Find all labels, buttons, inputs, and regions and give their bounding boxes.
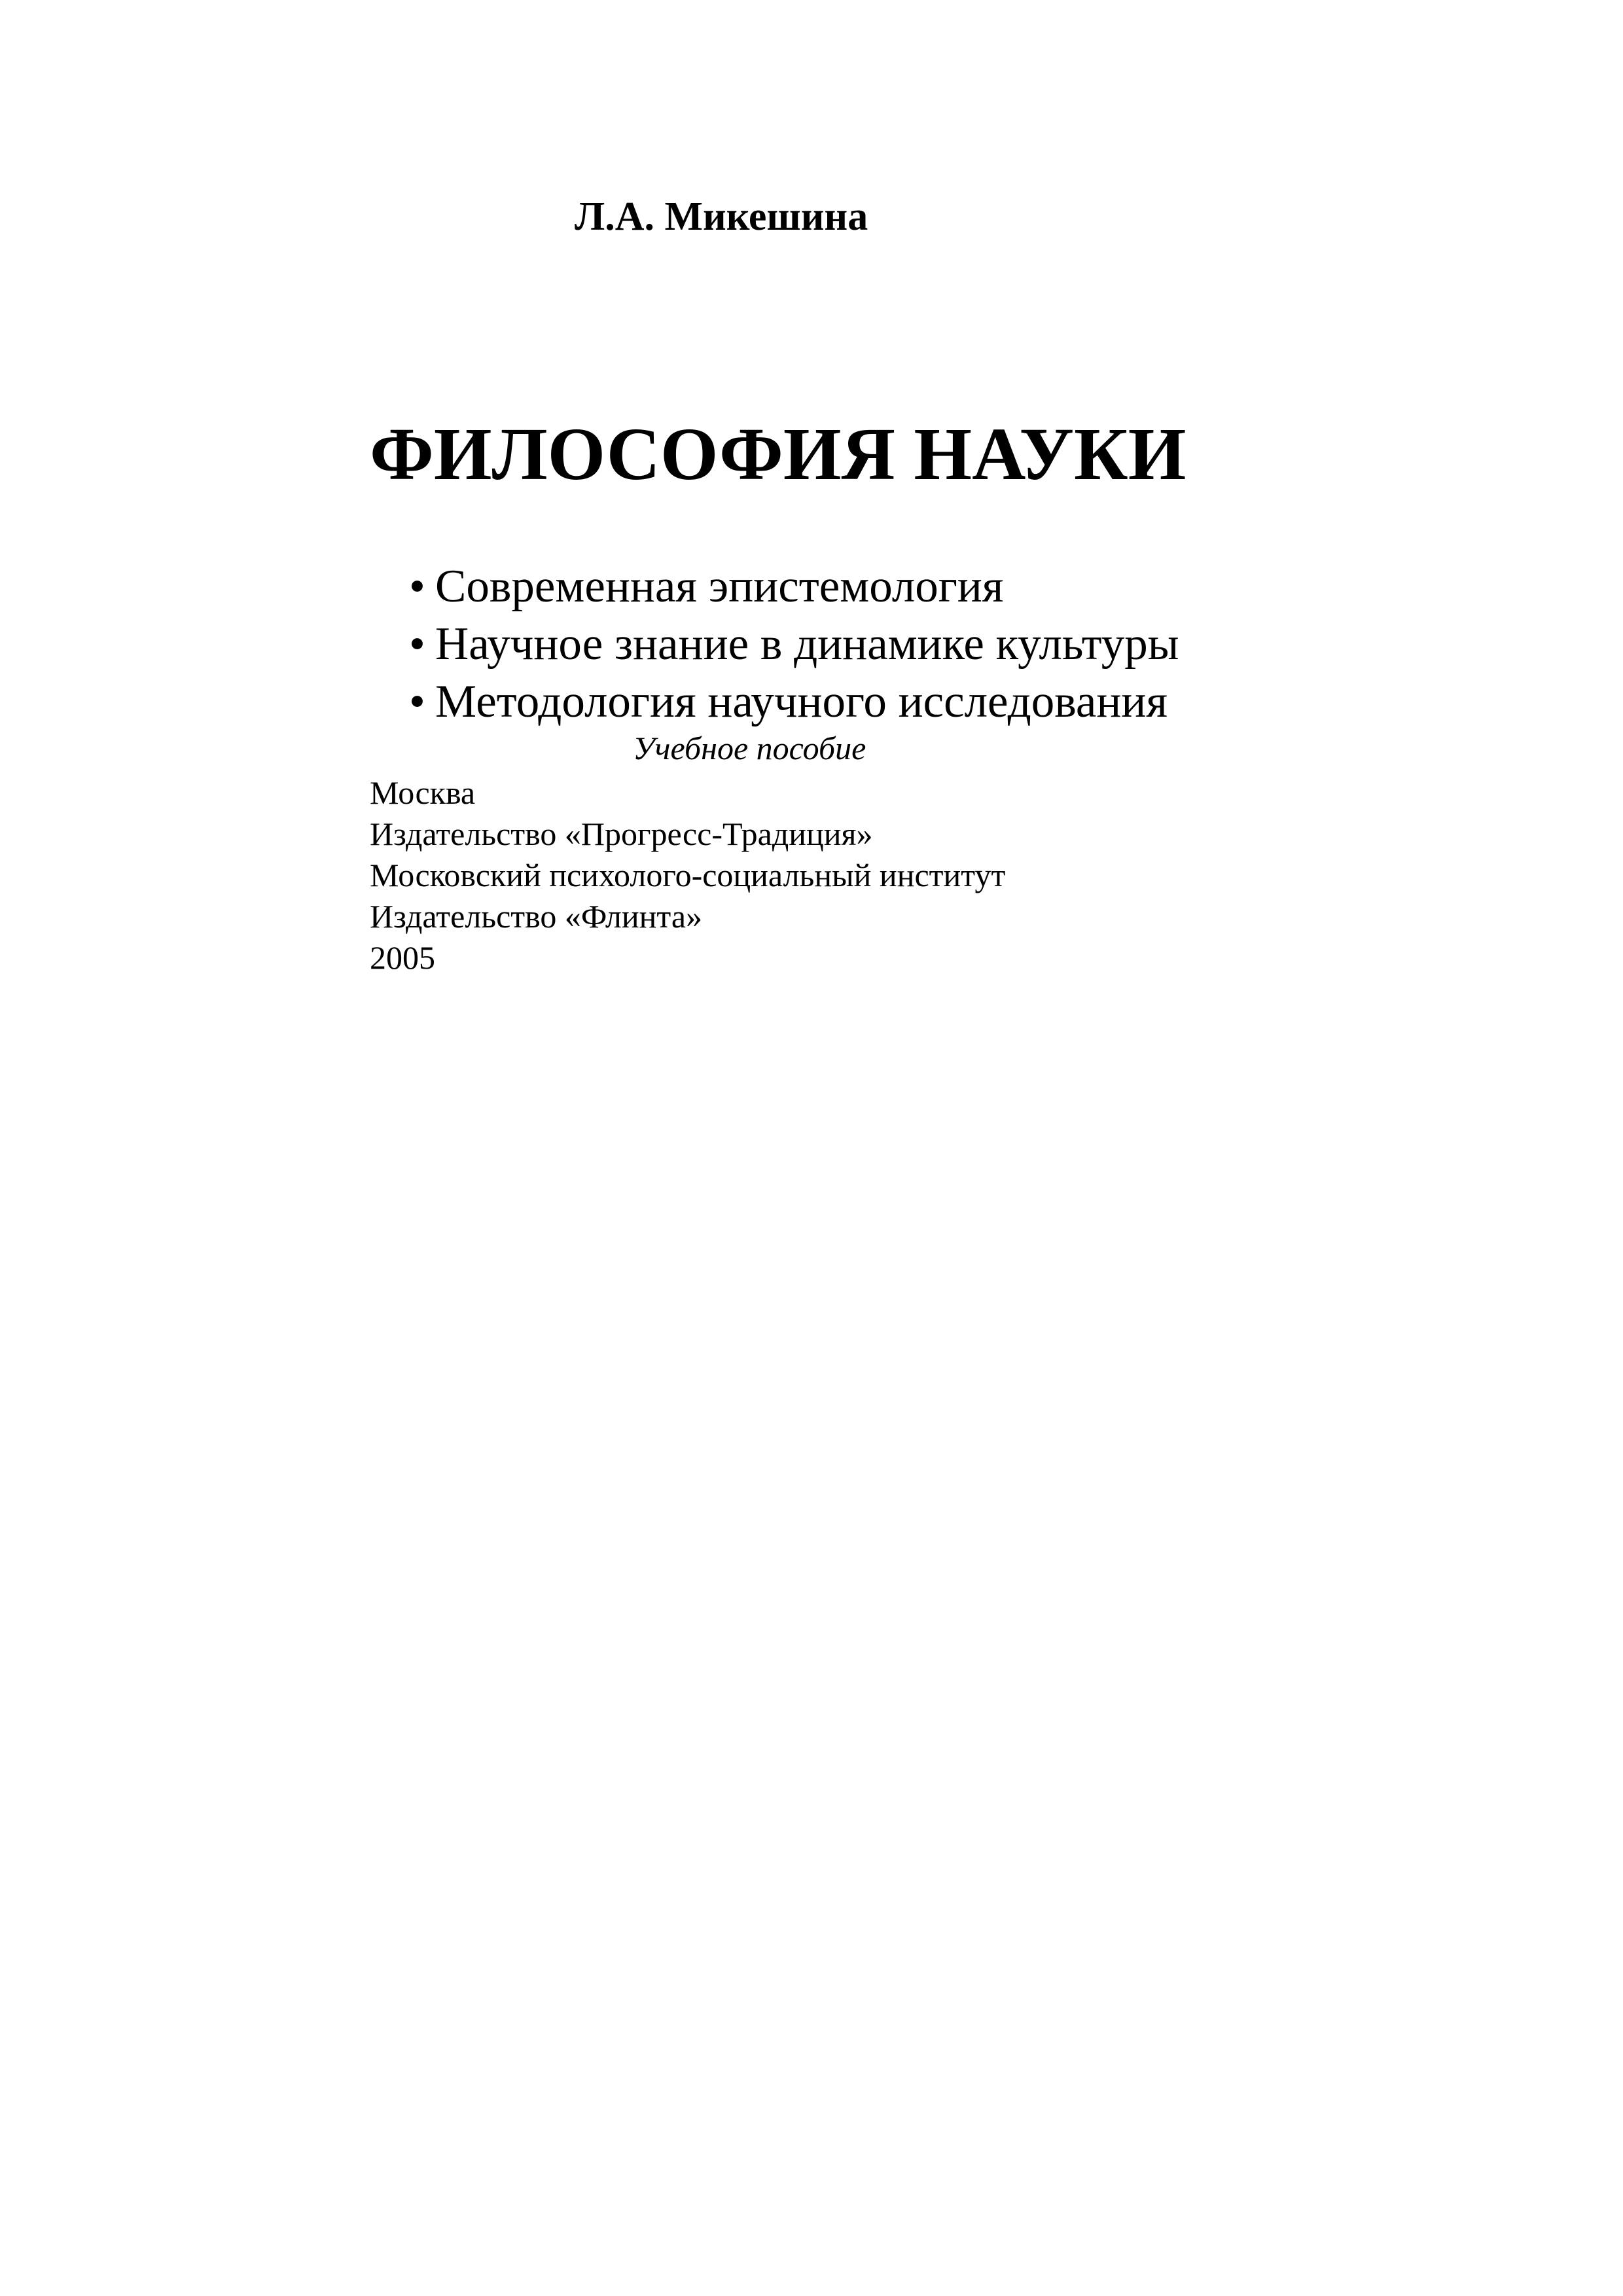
imprint-institute: Московский психолого-социальный институт bbox=[370, 857, 1006, 893]
topic-label: Методология научного исследования bbox=[435, 676, 1168, 727]
topic-item bbox=[409, 673, 1179, 730]
imprint-publisher: Издательство «Флинта» bbox=[370, 898, 703, 935]
topic-item bbox=[409, 615, 1179, 673]
topic-item bbox=[409, 558, 1179, 615]
imprint-publisher: Издательство «Прогресс-Традиция» bbox=[370, 816, 873, 852]
topic-label: Современная эпистемология bbox=[435, 561, 1004, 612]
bullet-icon: • bbox=[409, 561, 425, 612]
topics-list bbox=[409, 558, 1179, 730]
author-name: Л.А. Микешина bbox=[575, 194, 868, 239]
imprint-city: Москва bbox=[370, 774, 476, 811]
book-title: ФИЛОСОФИЯ НАУКИ bbox=[370, 412, 1186, 495]
imprint-year: 2005 bbox=[370, 939, 435, 976]
book-subtitle: Учебное пособие bbox=[633, 730, 866, 766]
imprint-block bbox=[370, 772, 1005, 978]
bullet-icon: • bbox=[409, 619, 425, 670]
bullet-icon: • bbox=[409, 676, 425, 727]
topic-label: Научное знание в динамике культуры bbox=[435, 619, 1179, 670]
